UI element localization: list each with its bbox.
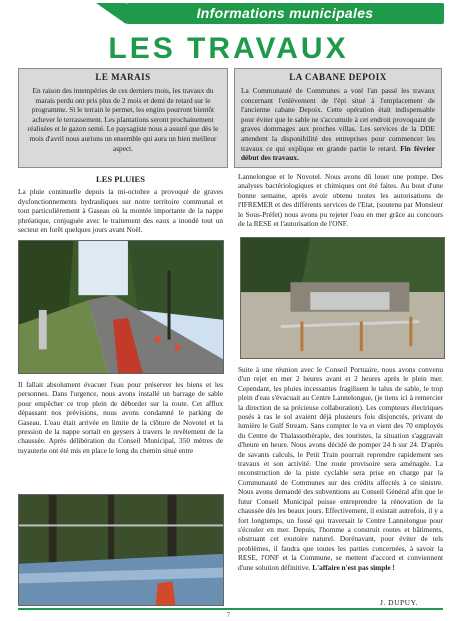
box-marais-title: LE MARAIS	[95, 72, 151, 82]
article-paragraph	[238, 365, 443, 572]
article-pluies-title: LES PLUIES	[96, 174, 145, 184]
box-cabane-body: La Communauté de Communes a voté l'an passé les travaux concernant l'enlèvement de l'épi situé à l'emplacement de l'ancienne cabane Depoix. Cette opération était indispensable pour éviter que le sable ne s'accumule à cet endroit provoquant de graves dommages aux proches villas. Les services de la DDE attendent la disponibilité des entreprises pour commencer les travaux ce qui explique en grande partie le retard.	[241, 86, 435, 153]
box-cabane-depoix	[234, 68, 442, 168]
box-cabane-title: LA CABANE DEPOIX	[289, 72, 387, 82]
box-cabane-text	[241, 86, 435, 163]
footer-divider	[18, 608, 443, 610]
article-pluies-part4	[238, 365, 443, 572]
box-marais	[18, 68, 228, 168]
article-pluies-part2	[18, 380, 223, 455]
photo-flooded-road	[18, 240, 224, 374]
section-header-band	[126, 3, 444, 24]
article-paragraph: La pluie continuelle depuis la mi-octobre a provoqué de graves dysfonctionnements hydrauliques sur notre territoire communal et tout particulièrement à Gaseau où la montée importante de la nappe phréatique, conjuguée avec le traitement des eaux a inondé tout un secteur en forêt quelques jours avant Noël.	[18, 187, 223, 235]
page-number: 7	[226, 611, 231, 619]
author-signature: J. DUPUY.	[380, 598, 418, 607]
photo-pump-installation	[240, 237, 445, 359]
section-header: Informations municipales	[196, 5, 374, 21]
box-cabane-emphasis: Fin février début des travaux.	[241, 143, 436, 163]
box-marais-text: En raison des intempéries de ces derniers mois, les travaux du marais perdu ont pris plus de 2 mois et demi de retard sur le programme. Si le terrain le permet, les engins pourront bientôt achever le terrassement. Les plantations seront prochainement réalisées et le gazon semé. Le paysagiste nous a assuré que dès le mois d'avril nous aurions un ensemble qui aura un bien meilleur aspect.	[27, 86, 219, 153]
article-pluies-part3	[238, 172, 443, 228]
article-emphasis: L'affaire n'est pas simple !	[312, 562, 395, 572]
article-paragraph: Lannelongue et le Novotel. Nous avons dû louer une pompe. Des analyses bactériologiques et chimiques ont été faites. Au bout d'une bonne semaine, après avoir obtenu toutes les autorisations de l'IFREMER et des différents services de l'Etat, (soutenu par Monsieur le Sous-Préfet) nous avons pu rejeter l'eau en mer grâce au concours de la RESE et l'autorisation de l'ONF.	[238, 172, 443, 229]
article-paragraph-body: Suite à une réunion avec le Conseil Portuaire, nous avons convenu d'un rejet en mer 2 heures avant et 2 heures après le plein mer. Cependant, les pluies incessantes fragilisent le talus de sable, le trop plein d'eau s'évacuait au Centre Lannelongue, (je tiens ici à remercier la direction de sa précieuse collaboration). Les compteurs électriques posés à ras le sol avaient déjà plusieurs fois disjonctés, privant de lumière le Gulf Stream. Sans compter le va et vient des 70 employés du Centre de Thalassothérapie, des touristes, la situation s'aggravait d'heure en heure. Nous avons décidé de pomper 24 h sur 24. D'après de savants calculs, le Petit Train pourrait reprendre rapidement ses travaux et son activité. Une route provisoire sera aménagée. La reconstruction de la piste cyclable sera prise en charge par la Communauté de Communes sur des crédits affectés à ce sinistre. Nous avons demandé des subventions au Conseil Général afin que le futur Conseil Municipal puisse entreprendre la rénovation de la chaussée dès les beaux jours. Effectivement, il existait autrefois, il y a fort longtemps, un fossé qui traversait le Centre Lannelongue pour s'écouler en mer. Depuis, l'homme a construit routes et bâtiments, obstruant cet exutoire naturel. Dorénavant, pour éviter de tels problèmes, il faudra que toutes les parties concernées, à savoir la RESE, l'ONF et la Commune, se mettent d'accord et conviennent d'une solution définitive.	[238, 365, 443, 572]
page-title: LES TRAVAUX	[108, 32, 349, 65]
article-pluies-part1	[18, 175, 223, 234]
photo-flooded-forest	[18, 494, 224, 606]
article-paragraph: Il fallait absolument évacuer l'eau pour préserver les biens et les personnes. Dans l'urgence, nous avons installé un barrage de sable pour empêcher ce trop plein de déborder sur la route. Cet afflux dépassant nos prévisions, nous avons condamné le parking de Gaseau. L'eau était arrivée en limite de la clôture de Novotel et la pression de la nappe sortait en geysers à travers le revêtement de la chaussée. Après délibération du Conseil Municipal, 350 mètres de tuyauterie ont été mis en place le long du chemin situé entre	[18, 380, 223, 455]
